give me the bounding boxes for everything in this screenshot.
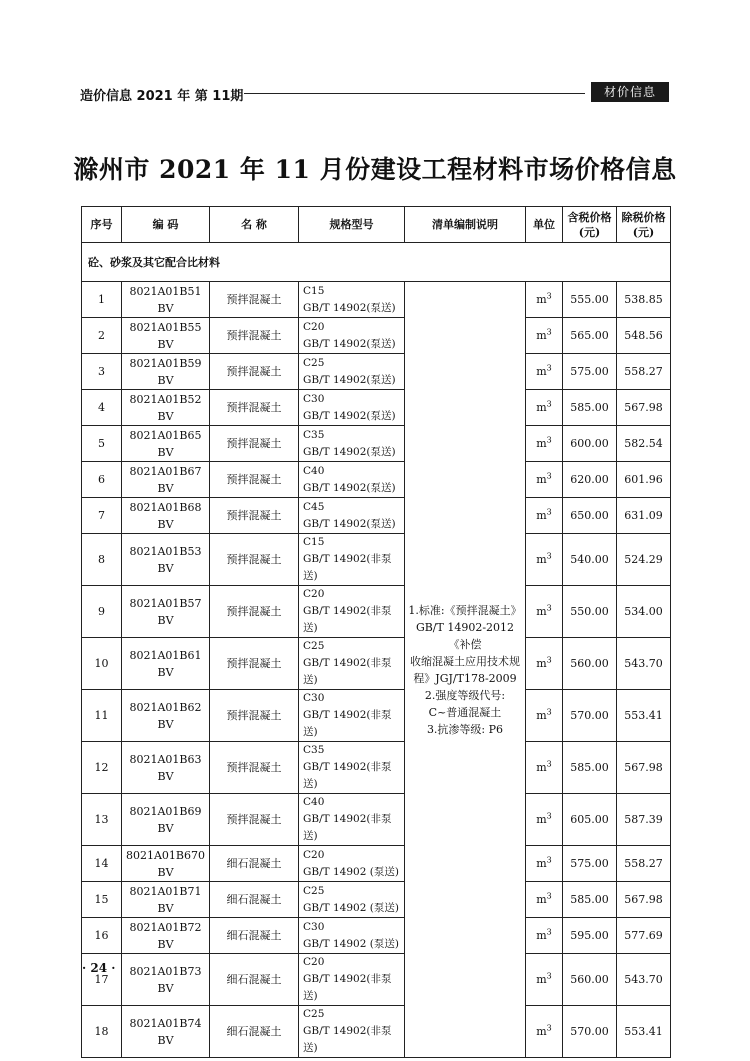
code-line-1: 8021A01B55 xyxy=(129,320,202,334)
spec-standard: GB/T 14902(泵送) xyxy=(303,445,396,458)
cell-spec xyxy=(299,498,405,534)
cell-tax-incl: 560.00 xyxy=(563,638,617,690)
cell-tax-incl: 585.00 xyxy=(563,742,617,794)
spec-grade: C20 xyxy=(303,588,325,600)
cell-tax-excl: 577.69 xyxy=(617,918,671,954)
code-line-2: BV xyxy=(157,1033,174,1047)
cell-name: 细石混凝土 xyxy=(210,882,299,918)
cell-spec xyxy=(299,282,405,318)
unit-text: m xyxy=(536,761,547,774)
cell-spec xyxy=(299,354,405,390)
cell-spec xyxy=(299,462,405,498)
unit-superscript: 3 xyxy=(546,327,552,337)
cell-spec xyxy=(299,882,405,918)
table-row xyxy=(82,498,671,534)
unit-superscript: 3 xyxy=(546,399,552,409)
cell-seq: 8 xyxy=(82,534,122,586)
cell-spec xyxy=(299,846,405,882)
cell-tax-excl: 558.27 xyxy=(617,354,671,390)
cell-code xyxy=(122,954,210,1006)
unit-superscript: 3 xyxy=(546,759,552,769)
cell-unit xyxy=(526,918,563,954)
cell-unit xyxy=(526,282,563,318)
spec-grade: C25 xyxy=(303,1008,325,1020)
page-title: 滁州市 2021 年 11 月份建设工程材料市场价格信息 xyxy=(73,155,677,184)
code-line-2: BV xyxy=(157,517,174,531)
unit-superscript: 3 xyxy=(546,971,552,981)
code-line-1: 8021A01B68 xyxy=(129,500,202,514)
table-row xyxy=(82,354,671,390)
cell-name: 预拌混凝土 xyxy=(210,534,299,586)
code-line-1: 8021A01B51 xyxy=(129,284,202,298)
col-header-name: 名 称 xyxy=(210,207,299,243)
col-header-tax-excl: 除税价格(元) xyxy=(617,207,671,243)
unit-superscript: 3 xyxy=(546,927,552,937)
cell-seq: 3 xyxy=(82,354,122,390)
table-row xyxy=(82,586,671,638)
table-row xyxy=(82,882,671,918)
code-line-1: 8021A01B57 xyxy=(129,596,202,610)
cell-spec xyxy=(299,690,405,742)
unit-text: m xyxy=(536,553,547,566)
unit-text: m xyxy=(536,437,547,450)
table-row xyxy=(82,462,671,498)
spec-grade: C25 xyxy=(303,884,325,897)
cell-unit xyxy=(526,534,563,586)
spec-grade: C20 xyxy=(303,848,325,861)
cell-seq: 2 xyxy=(82,318,122,354)
cell-unit xyxy=(526,498,563,534)
code-line-2: BV xyxy=(157,769,174,783)
col-header-tax-incl: 含税价格(元) xyxy=(563,207,617,243)
unit-text: m xyxy=(536,605,547,618)
table-row xyxy=(82,318,671,354)
spec-standard: GB/T 14902(泵送) xyxy=(303,517,396,530)
cell-code xyxy=(122,1006,210,1058)
code-line-1: 8021A01B65 xyxy=(129,428,202,442)
section-badge: 材价信息 xyxy=(591,82,669,102)
spec-standard: GB/T 14902(非泵送) xyxy=(303,605,392,634)
cell-tax-incl: 650.00 xyxy=(563,498,617,534)
cell-spec xyxy=(299,534,405,586)
code-line-1: 8021A01B67 xyxy=(129,464,202,478)
table-row xyxy=(82,918,671,954)
code-line-1: 8021A01B62 xyxy=(129,700,202,714)
unit-text: m xyxy=(536,329,547,342)
cell-unit xyxy=(526,638,563,690)
cell-seq: 18 xyxy=(82,1006,122,1058)
spec-standard: GB/T 14902(非泵送) xyxy=(303,813,392,842)
unit-superscript: 3 xyxy=(546,855,552,865)
cell-code xyxy=(122,882,210,918)
col-header-seq: 序号 xyxy=(82,207,122,243)
cell-spec xyxy=(299,794,405,846)
cell-tax-incl: 575.00 xyxy=(563,846,617,882)
code-line-1: 8021A01B53 xyxy=(129,544,202,558)
cell-code xyxy=(122,534,210,586)
col-header-code: 编 码 xyxy=(122,207,210,243)
code-line-1: 8021A01B73 xyxy=(129,964,202,978)
cell-seq: 12 xyxy=(82,742,122,794)
cell-seq: 14 xyxy=(82,846,122,882)
unit-text: m xyxy=(536,473,547,486)
cell-tax-excl: 543.70 xyxy=(617,638,671,690)
unit-text: m xyxy=(536,813,547,826)
cell-unit xyxy=(526,390,563,426)
spec-standard: GB/T 14902(泵送) xyxy=(303,337,396,350)
cell-unit xyxy=(526,354,563,390)
cell-name: 预拌混凝土 xyxy=(210,498,299,534)
cell-code xyxy=(122,690,210,742)
cell-tax-excl: 553.41 xyxy=(617,690,671,742)
cell-tax-excl: 548.56 xyxy=(617,318,671,354)
cell-unit xyxy=(526,690,563,742)
cell-unit xyxy=(526,742,563,794)
cell-unit xyxy=(526,882,563,918)
cell-name: 预拌混凝土 xyxy=(210,426,299,462)
cell-name: 细石混凝土 xyxy=(210,1006,299,1058)
unit-text: m xyxy=(536,293,547,306)
unit-superscript: 3 xyxy=(546,551,552,561)
cell-tax-excl: 567.98 xyxy=(617,390,671,426)
spec-standard: GB/T 14902(非泵送) xyxy=(303,761,392,790)
cell-unit xyxy=(526,1006,563,1058)
spec-grade: C30 xyxy=(303,692,325,704)
col-header-note: 清单编制说明 xyxy=(405,207,526,243)
note-line: 收缩混凝土应用技术规 xyxy=(410,654,520,668)
spec-grade: C20 xyxy=(303,320,325,333)
cell-seq: 7 xyxy=(82,498,122,534)
table-row xyxy=(82,390,671,426)
cell-seq: 6 xyxy=(82,462,122,498)
cell-tax-excl: 582.54 xyxy=(617,426,671,462)
spec-grade: C35 xyxy=(303,428,325,441)
code-line-1: 8021A01B69 xyxy=(129,804,202,818)
table-row xyxy=(82,954,671,1006)
spec-standard: GB/T 14902 (泵送) xyxy=(303,865,399,878)
note-line: 2.强度等级代号: xyxy=(424,688,506,702)
code-line-2: BV xyxy=(157,665,174,679)
spec-grade: C20 xyxy=(303,956,325,968)
cell-seq: 9 xyxy=(82,586,122,638)
cell-tax-excl: 567.98 xyxy=(617,742,671,794)
note-line: GB/T 14902-2012《补偿 xyxy=(415,620,515,651)
unit-superscript: 3 xyxy=(546,291,552,301)
col-header-unit: 单位 xyxy=(526,207,563,243)
unit-text: m xyxy=(536,509,547,522)
spec-grade: C30 xyxy=(303,392,325,405)
cell-spec xyxy=(299,918,405,954)
code-line-2: BV xyxy=(157,937,174,951)
cell-tax-incl: 570.00 xyxy=(563,1006,617,1058)
unit-superscript: 3 xyxy=(546,811,552,821)
cell-tax-excl: 601.96 xyxy=(617,462,671,498)
cell-name: 细石混凝土 xyxy=(210,846,299,882)
spec-grade: C40 xyxy=(303,464,325,477)
spec-standard: GB/T 14902(非泵送) xyxy=(303,709,392,738)
table-row xyxy=(82,846,671,882)
cell-seq: 15 xyxy=(82,882,122,918)
cell-spec xyxy=(299,742,405,794)
cell-code xyxy=(122,354,210,390)
cell-seq: 17 xyxy=(82,954,122,1006)
cell-spec xyxy=(299,318,405,354)
unit-text: m xyxy=(536,973,547,986)
cell-tax-incl: 550.00 xyxy=(563,586,617,638)
cell-code xyxy=(122,390,210,426)
spec-standard: GB/T 14902(泵送) xyxy=(303,409,396,422)
cell-seq: 10 xyxy=(82,638,122,690)
category-row xyxy=(82,243,671,282)
code-line-2: BV xyxy=(157,901,174,915)
cell-unit xyxy=(526,586,563,638)
unit-text: m xyxy=(536,365,547,378)
code-line-1: 8021A01B52 xyxy=(129,392,202,406)
cell-seq: 4 xyxy=(82,390,122,426)
cell-name: 预拌混凝土 xyxy=(210,282,299,318)
spec-grade: C45 xyxy=(303,500,325,513)
note-line: 1.标准:《预拌混凝土》 xyxy=(408,603,522,617)
cell-name: 预拌混凝土 xyxy=(210,638,299,690)
cell-code xyxy=(122,846,210,882)
spec-grade: C25 xyxy=(303,356,325,369)
cell-tax-incl: 565.00 xyxy=(563,318,617,354)
code-line-2: BV xyxy=(157,865,174,879)
cell-spec xyxy=(299,426,405,462)
unit-superscript: 3 xyxy=(546,363,552,373)
spec-standard: GB/T 14902(非泵送) xyxy=(303,553,392,582)
code-line-2: BV xyxy=(157,821,174,835)
cell-tax-excl: 524.29 xyxy=(617,534,671,586)
code-line-1: 8021A01B61 xyxy=(129,648,202,662)
cell-name: 预拌混凝土 xyxy=(210,742,299,794)
code-line-2: BV xyxy=(157,301,174,315)
spec-grade: C15 xyxy=(303,284,325,297)
unit-superscript: 3 xyxy=(546,1023,552,1033)
cell-tax-excl: 631.09 xyxy=(617,498,671,534)
cell-code xyxy=(122,498,210,534)
running-header xyxy=(80,82,669,104)
page-number: · 24 · xyxy=(82,961,116,975)
cell-name: 预拌混凝土 xyxy=(210,462,299,498)
cell-seq: 13 xyxy=(82,794,122,846)
unit-text: m xyxy=(536,1025,547,1038)
cell-tax-excl: 538.85 xyxy=(617,282,671,318)
cell-spec xyxy=(299,390,405,426)
cell-tax-excl: 534.00 xyxy=(617,586,671,638)
unit-superscript: 3 xyxy=(546,655,552,665)
cell-unit xyxy=(526,954,563,1006)
spec-standard: GB/T 14902(非泵送) xyxy=(303,657,392,686)
cell-tax-excl: 553.41 xyxy=(617,1006,671,1058)
cell-code xyxy=(122,586,210,638)
unit-superscript: 3 xyxy=(546,471,552,481)
table-row xyxy=(82,534,671,586)
code-line-2: BV xyxy=(157,337,174,351)
cell-tax-excl: 567.98 xyxy=(617,882,671,918)
cell-seq: 16 xyxy=(82,918,122,954)
header-rule xyxy=(244,93,585,94)
table-row xyxy=(82,426,671,462)
code-line-2: BV xyxy=(157,445,174,459)
code-line-2: BV xyxy=(157,481,174,495)
code-line-2: BV xyxy=(157,717,174,731)
cell-name: 预拌混凝土 xyxy=(210,354,299,390)
unit-text: m xyxy=(536,857,547,870)
cell-name: 预拌混凝土 xyxy=(210,586,299,638)
cell-tax-incl: 570.00 xyxy=(563,690,617,742)
table-row xyxy=(82,638,671,690)
code-line-2: BV xyxy=(157,981,174,995)
unit-superscript: 3 xyxy=(546,603,552,613)
cell-name: 预拌混凝土 xyxy=(210,318,299,354)
spec-standard: GB/T 14902(非泵送) xyxy=(303,1025,392,1054)
note-line: 3.抗渗等级: P6 xyxy=(426,722,504,736)
spec-standard: GB/T 14902(泵送) xyxy=(303,301,396,314)
cell-tax-incl: 540.00 xyxy=(563,534,617,586)
cell-tax-excl: 558.27 xyxy=(617,846,671,882)
spec-standard: GB/T 14902(泵送) xyxy=(303,481,396,494)
unit-superscript: 3 xyxy=(546,891,552,901)
cell-tax-incl: 585.00 xyxy=(563,390,617,426)
table-row xyxy=(82,742,671,794)
spec-grade: C35 xyxy=(303,744,325,756)
cell-name: 细石混凝土 xyxy=(210,954,299,1006)
unit-superscript: 3 xyxy=(546,507,552,517)
cell-tax-incl: 600.00 xyxy=(563,426,617,462)
unit-text: m xyxy=(536,657,547,670)
cell-seq: 1 xyxy=(82,282,122,318)
cell-code xyxy=(122,426,210,462)
price-table xyxy=(81,206,671,1058)
unit-text: m xyxy=(536,401,547,414)
unit-text: m xyxy=(536,893,547,906)
cell-code xyxy=(122,638,210,690)
cell-note xyxy=(405,282,526,1058)
cell-tax-incl: 560.00 xyxy=(563,954,617,1006)
cell-tax-incl: 620.00 xyxy=(563,462,617,498)
cell-unit xyxy=(526,846,563,882)
code-line-1: 8021A01B59 xyxy=(129,356,202,370)
cell-code xyxy=(122,462,210,498)
table-row xyxy=(82,690,671,742)
cell-seq: 5 xyxy=(82,426,122,462)
cell-unit xyxy=(526,462,563,498)
cell-code xyxy=(122,742,210,794)
cell-name: 预拌混凝土 xyxy=(210,794,299,846)
spec-grade: C30 xyxy=(303,920,325,933)
table-row xyxy=(82,794,671,846)
cell-tax-incl: 605.00 xyxy=(563,794,617,846)
journal-issue: 造价信息 2021 年 第 11期 xyxy=(80,89,244,104)
cell-unit xyxy=(526,426,563,462)
unit-text: m xyxy=(536,709,547,722)
spec-standard: GB/T 14902 (泵送) xyxy=(303,901,399,914)
cell-code xyxy=(122,282,210,318)
code-line-2: BV xyxy=(157,613,174,627)
note-line: 程》JGJ/T178-2009 xyxy=(413,671,517,685)
cell-seq: 11 xyxy=(82,690,122,742)
code-line-2: BV xyxy=(157,373,174,387)
cell-tax-incl: 575.00 xyxy=(563,354,617,390)
spec-grade: C25 xyxy=(303,640,325,652)
cell-tax-excl: 587.39 xyxy=(617,794,671,846)
cell-unit xyxy=(526,318,563,354)
cell-spec xyxy=(299,586,405,638)
col-header-spec: 规格型号 xyxy=(299,207,405,243)
cell-tax-incl: 585.00 xyxy=(563,882,617,918)
cell-tax-incl: 555.00 xyxy=(563,282,617,318)
code-line-1: 8021A01B670 xyxy=(125,848,205,862)
unit-text: m xyxy=(536,929,547,942)
cell-code xyxy=(122,918,210,954)
spec-grade: C15 xyxy=(303,536,325,548)
code-line-2: BV xyxy=(157,409,174,423)
cell-spec xyxy=(299,638,405,690)
cell-tax-excl: 543.70 xyxy=(617,954,671,1006)
cell-spec xyxy=(299,954,405,1006)
table-row xyxy=(82,1006,671,1058)
code-line-1: 8021A01B63 xyxy=(129,752,202,766)
cell-name: 预拌混凝土 xyxy=(210,390,299,426)
cell-spec xyxy=(299,1006,405,1058)
unit-superscript: 3 xyxy=(546,707,552,717)
code-line-1: 8021A01B72 xyxy=(129,920,202,934)
code-line-2: BV xyxy=(157,561,174,575)
code-line-1: 8021A01B71 xyxy=(129,884,202,898)
spec-standard: GB/T 14902(泵送) xyxy=(303,373,396,386)
cell-name: 预拌混凝土 xyxy=(210,690,299,742)
cell-name: 细石混凝土 xyxy=(210,918,299,954)
spec-grade: C40 xyxy=(303,796,325,808)
category-label: 砼、砂浆及其它配合比材料 xyxy=(82,243,671,282)
unit-superscript: 3 xyxy=(546,435,552,445)
note-line: C~普通混凝土 xyxy=(428,705,502,719)
table-header-row xyxy=(82,207,671,243)
spec-standard: GB/T 14902 (泵送) xyxy=(303,937,399,950)
code-line-1: 8021A01B74 xyxy=(129,1016,202,1030)
table-row xyxy=(82,282,671,318)
cell-unit xyxy=(526,794,563,846)
cell-tax-incl: 595.00 xyxy=(563,918,617,954)
cell-code xyxy=(122,794,210,846)
cell-code xyxy=(122,318,210,354)
spec-standard: GB/T 14902(非泵送) xyxy=(303,973,392,1002)
